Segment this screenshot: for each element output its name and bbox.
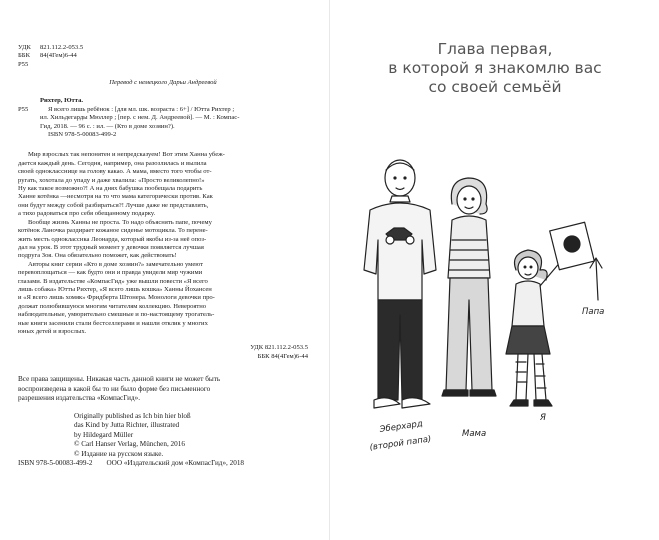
text-line: своей однокласснице на голову какао. А мама, вместо того чтобы от-: [18, 168, 212, 176]
gutter: [329, 0, 330, 540]
udk-repeat: [18, 344, 308, 361]
text-line: они будут между собой разбираться?! Лучше даже не представлять,: [18, 201, 209, 209]
rights-line: разрешения издательства «КомпасГид».: [18, 394, 140, 403]
chapter-heading: [360, 40, 630, 97]
author-code: Р55: [18, 60, 29, 68]
mama-figure: [442, 178, 496, 396]
heading-line: Глава первая,: [437, 40, 553, 58]
rights-line: воспроизведена в какой бы то ни было форме без письменного: [18, 384, 211, 393]
text-line: перевоплощаться — как будто они и правда увидели мир чужими: [18, 269, 203, 277]
rights-notice: [18, 375, 308, 404]
eberhard-figure: [364, 160, 436, 408]
bbk-label: ББК: [18, 52, 30, 60]
label-me: Я: [540, 413, 546, 423]
classification-codes: [18, 44, 308, 78]
orig-line: by Hildegard Müller: [74, 430, 134, 439]
text-line: Ханне котёнка —несмотря на то что мама категорически против. Как: [18, 193, 213, 201]
orig-line: © Издание на русском языке.: [74, 449, 164, 458]
author-name: Рихтер, Ютта.: [40, 97, 84, 105]
text-line: ругать, хохотала до упаду и даже хвалила: «Просто великолепно!»: [18, 176, 205, 184]
text-line: Авторы книг серии «Кто в доме хозяин?» замечательно умеют: [28, 260, 204, 268]
text-line: глазами. В издательстве «КомпасГид» уже вышли повести «Я всего: [18, 277, 208, 285]
bbk-value: 84(4Гем)6-44: [40, 52, 77, 60]
catalog-code: Р55: [18, 105, 29, 113]
orig-line: das Kind by Jutta Richter, illustrated: [74, 421, 180, 430]
heading-line: со своей семьёй: [428, 78, 562, 96]
text-line: дается каждый день. Сегодня, например, она разозлилась и вылила: [18, 159, 207, 167]
udk-repeat-line: УДК 821.112.2-053.5: [250, 344, 308, 352]
orig-line: ООО «Издательский дом «КомпасГид», 2018: [106, 459, 245, 467]
original-publication: [18, 412, 308, 468]
bbk-repeat-line: ББК 84(4Гем)6-44: [257, 352, 308, 360]
family-illustration: [340, 150, 640, 480]
text-line: дал на урок. В этот трудный момент у девочки появляется лучшая: [18, 243, 204, 251]
orig-line: © Carl Hanser Verlag, München, 2016: [74, 440, 185, 449]
udk-label: УДК: [18, 44, 31, 51]
heading-line: в которой я знакомлю вас: [388, 59, 602, 77]
label-mama: Мама: [462, 429, 487, 439]
text-line: Вообще жизнь Ханны не проста. То надо объяснять папе, почему: [28, 218, 212, 226]
text-line: ные книги засенили стали бестселлерами и нашли отклик у многих: [18, 319, 208, 327]
annotation-text: [18, 151, 308, 336]
text-line: подруга Зоя. Она обязательно поможет, как действовать!: [18, 252, 177, 260]
text-line: Ну как такое возможно?! А на днях бабушка пообещала подарить: [18, 185, 203, 193]
catalog-line: Гид, 2018. — 96 с. : ил. — (Кто в доме хозяин?).: [40, 122, 175, 130]
label-eberhard: Эберхард: [379, 419, 424, 435]
isbn: ISBN 978-5-00083-499-2: [18, 459, 93, 467]
catalog-record: [18, 97, 308, 139]
orig-line: Originally published as Ich bin hier bloß: [74, 411, 191, 420]
text-line: и «Я всего лишь хомяк» Фридберта Штонера. Монологи девочки про-: [18, 294, 215, 302]
text-line: а тихо радоваться про себя обещанному подарку.: [18, 210, 156, 218]
text-line: котёнок Ланочка раздирает кожаное сиденье мотоцикла. То перене-: [18, 227, 208, 235]
translator-credit: Перевод с немецкого Дарьи Андреевой: [109, 79, 217, 86]
text-line: жить месть однокласснка Леонарда, который якобы из-за неё опоз-: [18, 235, 207, 243]
udk-value: 821.112.2-053.5: [40, 44, 84, 51]
text-line: наблюдательные, умюрительно смешные и по-настоящему трогатель-: [18, 311, 215, 319]
catalog-isbn: ISBN 978-5-00083-499-2: [48, 131, 117, 139]
text-line: должат полюбившуюся многим читателям коллекцию. Невероятно: [18, 302, 207, 310]
rights-line: Все права защищены. Никакая часть данной книги не может быть: [18, 375, 221, 384]
catalog-line: ил. Хильдегарды Мюллер ; [пер. с нем. Д. Андреевой]. — М. : Компас-: [40, 114, 240, 122]
label-papa: Папа: [582, 307, 605, 317]
text-line: юных детей и взрослых.: [18, 327, 87, 335]
text-line: Мир взрослых так непонятен и непредсказуем! Вот этим Ханна убеж-: [28, 151, 225, 159]
label-second-papa: (второй папа): [369, 434, 432, 453]
text-line: лишь собака» Ютты Рихтер, «Я всего лишь кошка» Ханны Йохансен: [18, 285, 212, 293]
catalog-line: Я всего лишь ребёнок : [для мл. шк. возраста : 6+] / Ютта Рихтер ;: [48, 105, 235, 113]
left-page: [18, 44, 308, 468]
